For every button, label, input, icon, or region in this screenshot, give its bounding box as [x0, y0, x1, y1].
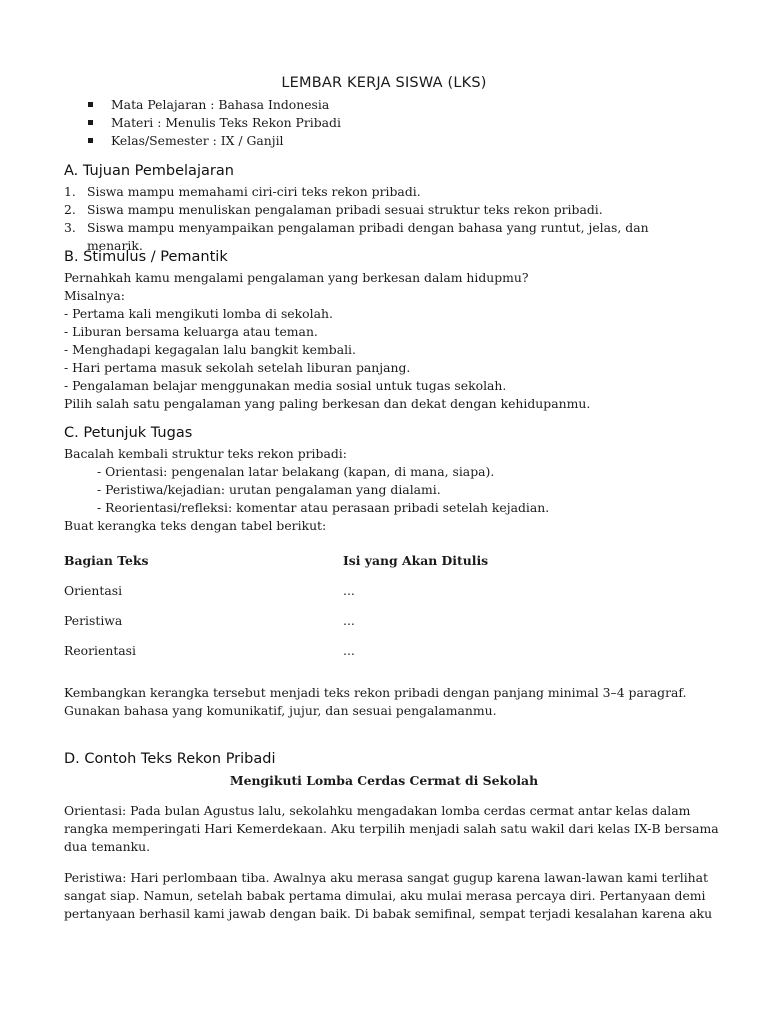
objectives-list	[64, 183, 704, 253]
table-cell-content: ...	[343, 583, 355, 598]
section-b-heading: B. Stimulus / Pemantik	[64, 249, 228, 265]
example-title: Mengikuti Lomba Cerdas Cermat di Sekolah	[229, 773, 539, 788]
paragraph-line: rangka memperingati Hari Kemerdekaan. Aku terpilih menjadi salah satu wakil dari kelas IX-B bersama	[64, 821, 719, 836]
paragraph-line: Peristiwa: Hari perlombaan tiba. Awalnya aku merasa sangat gugup karena lawan-lawan kami terlihat	[64, 870, 709, 885]
table-cell-part: Reorientasi	[64, 643, 137, 658]
objective-text: Siswa mampu memahami ciri-ciri teks rekon pribadi.	[87, 184, 421, 199]
paragraph-event	[64, 868, 713, 922]
table-header-row	[64, 546, 664, 576]
task-intro: Bacalah kembali struktur teks rekon pribadi:	[64, 446, 347, 461]
paragraph-orientation	[64, 801, 719, 855]
stimulus-line: Misalnya:	[64, 288, 125, 303]
stimulus-line: - Pertama kali mengikuti lomba di sekolah.	[64, 306, 333, 321]
objective-text: Siswa mampu menuliskan pengalaman pribadi sesuai struktur teks rekon pribadi.	[87, 202, 603, 217]
objective-number: 3.	[64, 220, 76, 235]
structure-item: - Orientasi: pengenalan latar belakang (kapan, di mana, siapa).	[97, 464, 495, 479]
meta-item-material: Materi : Menulis Teks Rekon Pribadi	[88, 114, 704, 132]
meta-item-subject: Mata Pelajaran : Bahasa Indonesia	[88, 96, 704, 114]
stimulus-line: - Hari pertama masuk sekolah setelah liburan panjang.	[64, 360, 411, 375]
objective-item	[64, 183, 704, 201]
table-cell-part: Peristiwa	[64, 613, 123, 628]
objective-number: 2.	[64, 202, 76, 217]
paragraph-line: Orientasi: Pada bulan Agustus lalu, sekolahku mengadakan lomba cerdas cermat antar kelas dalam	[64, 803, 691, 818]
section-a-heading: A. Tujuan Pembelajaran	[64, 163, 234, 179]
paragraph-line: sangat siap. Namun, setelah babak pertama dimulai, aku mulai merasa percaya diri. Pertanyaan demi	[64, 888, 706, 903]
objective-text: Siswa mampu menyampaikan pengalaman pribadi dengan bahasa yang runtut, jelas, dan menarik.	[87, 220, 649, 253]
paragraph-line: pertanyaan berhasil kami jawab dengan baik. Di babak semifinal, sempat terjadi kesalahan karena aku	[64, 906, 713, 921]
table-intro: Buat kerangka teks dengan tabel berikut:	[64, 518, 327, 533]
table-row	[64, 606, 664, 636]
objective-number: 1.	[64, 184, 76, 199]
stimulus-line: Pilih salah satu pengalaman yang paling berkesan dan dekat dengan kehidupanmu.	[64, 396, 591, 411]
section-c-heading: C. Petunjuk Tugas	[64, 425, 193, 441]
meta-item-class: Kelas/Semester : IX / Ganjil	[88, 132, 704, 150]
closing-instructions	[64, 684, 704, 720]
table-row	[64, 636, 664, 666]
closing-line: Gunakan bahasa yang komunikatif, jujur, dan sesuai pengalamanmu.	[64, 703, 497, 718]
closing-line: Kembangkan kerangka tersebut menjadi teks rekon pribadi dengan panjang minimal 3–4 paragraf.	[64, 685, 687, 700]
objective-item	[64, 219, 704, 253]
outline-table	[64, 546, 664, 666]
table-cell-content: ...	[343, 613, 355, 628]
structure-item: - Peristiwa/kejadian: urutan pengalaman yang dialami.	[97, 482, 441, 497]
table-row	[64, 576, 664, 606]
table-header-content: Isi yang Akan Ditulis	[343, 553, 489, 568]
section-d-heading: D. Contoh Teks Rekon Pribadi	[64, 751, 276, 767]
paragraph-line: dua temanku.	[64, 839, 151, 854]
structure-item: - Reorientasi/refleksi: komentar atau perasaan pribadi setelah kejadian.	[97, 500, 550, 515]
worksheet-page	[64, 70, 719, 922]
stimulus-line: - Pengalaman belajar menggunakan media sosial untuk tugas sekolah.	[64, 378, 507, 393]
page-title: LEMBAR KERJA SISWA (LKS)	[281, 75, 487, 91]
stimulus-line: Pernahkah kamu mengalami pengalaman yang berkesan dalam hidupmu?	[64, 270, 529, 285]
table-header-part: Bagian Teks	[64, 553, 149, 568]
stimulus-line: - Liburan bersama keluarga atau teman.	[64, 324, 318, 339]
stimulus-block	[64, 269, 704, 413]
objective-item	[64, 201, 704, 219]
stimulus-line: - Menghadapi kegagalan lalu bangkit kembali.	[64, 342, 356, 357]
meta-list	[64, 96, 704, 150]
table-cell-content: ...	[343, 643, 355, 658]
table-cell-part: Orientasi	[64, 583, 123, 598]
